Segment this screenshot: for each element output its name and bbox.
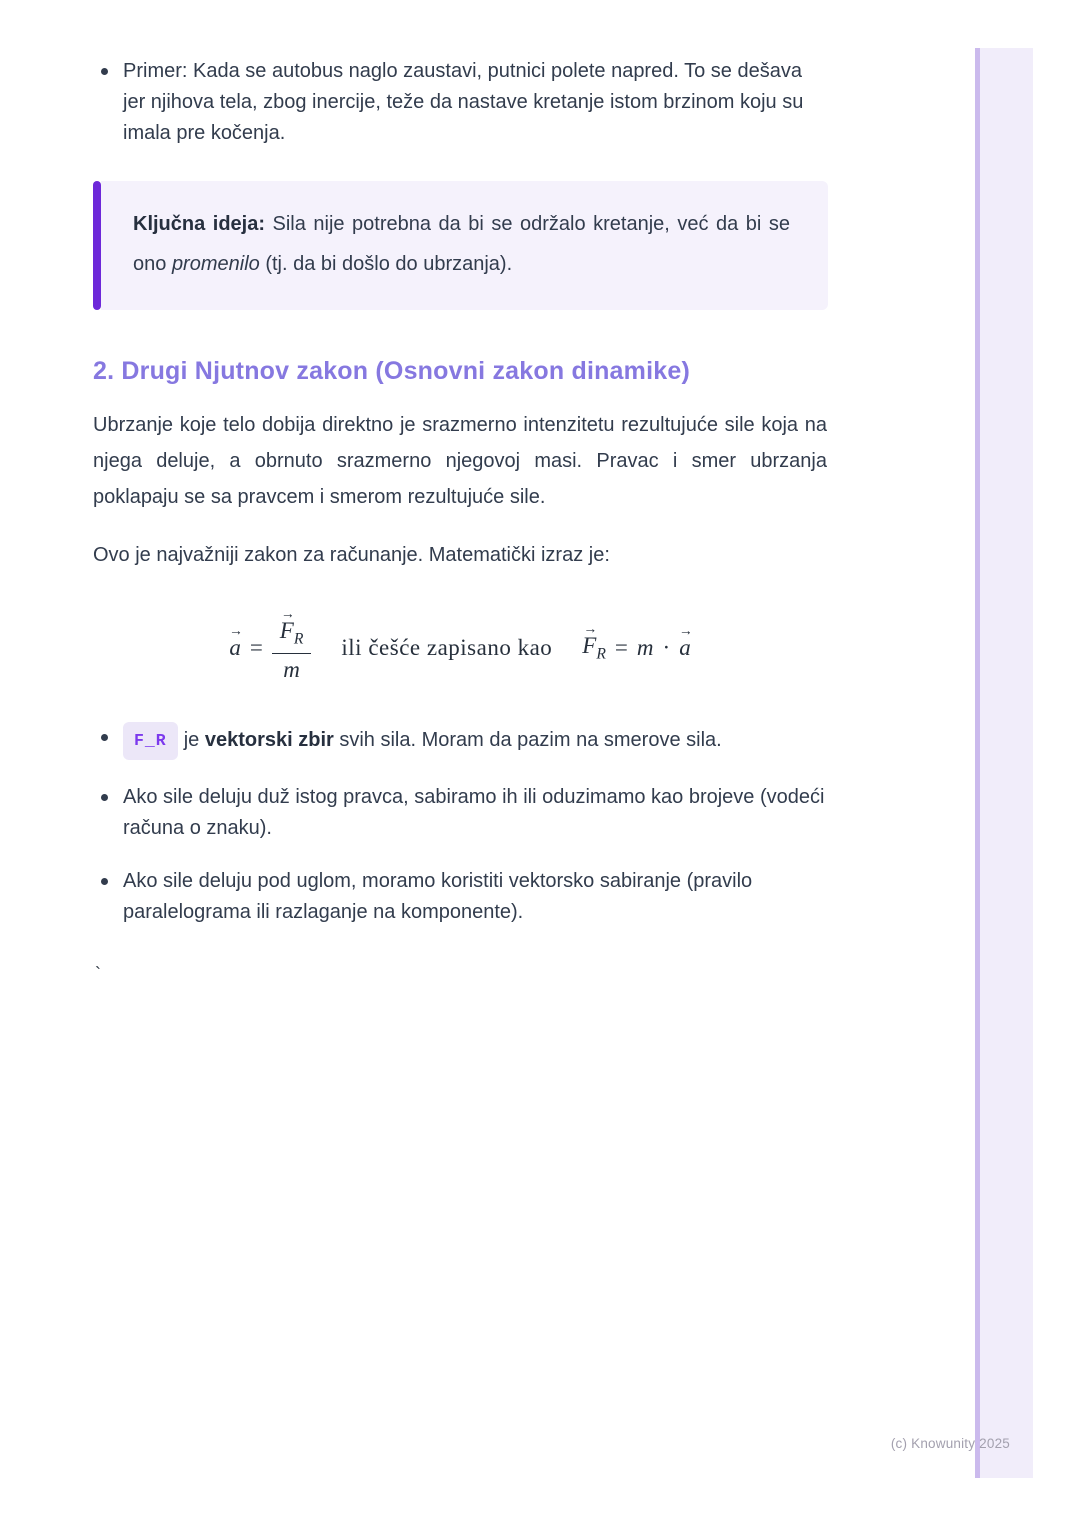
rule1-text-pre: je: [183, 729, 205, 751]
vector-a: → a: [678, 623, 693, 660]
vector-arrow-icon: →: [281, 606, 295, 622]
subscript-R: R: [596, 645, 606, 663]
bullet-dot-icon: [101, 878, 108, 885]
bullet-dot-icon: [101, 68, 108, 75]
formula-force-product: [582, 621, 693, 663]
vector-F: → F: [582, 621, 598, 658]
law-definition-paragraph: Ubrzanje koje telo dobija direktno je srazmerno intenzitetu rezultujuće sile koja na njega deluje, a obrnuto srazmerno njegovoj masi. Pravac i smer ubrzanja poklapaju se sa pravcem i smerom rezultujuće sile.: [93, 414, 827, 508]
copyright-watermark: (c) Knowunity 2025: [890, 1436, 1010, 1451]
rule1-bold-text: vektorski zbir: [204, 729, 334, 751]
vector-a: → a: [229, 623, 243, 660]
bullet-dot-icon: [101, 734, 108, 741]
force-code-chip: F_R: [123, 722, 178, 760]
document-page: [93, 0, 827, 985]
fraction: [272, 606, 312, 683]
equals-sign: =: [249, 634, 263, 660]
formula-acceleration-fraction: [229, 606, 311, 683]
mass-symbol: m: [636, 635, 654, 660]
callout-label: Ključna ideja:: [133, 213, 265, 235]
formula-intro-paragraph: Ovo je najvažniji zakon za računanje. Matematički izraz je:: [93, 544, 610, 566]
callout-text: Sila nije potrebna da bi se održalo kretanje, već da bi se ono: [133, 213, 790, 275]
formula-row: [93, 608, 827, 688]
vector-arrow-icon: →: [583, 621, 598, 637]
equals-sign: =: [614, 635, 628, 660]
fraction-denominator: m: [283, 656, 300, 682]
vector-arrow-icon: →: [229, 623, 243, 639]
next-page-edge-strip: [975, 48, 1033, 1478]
list-item: [93, 722, 827, 760]
list-item: [93, 866, 827, 928]
vector-F: → F: [279, 606, 295, 644]
callout-italic-word: promenilo: [171, 253, 260, 275]
list-item: [93, 56, 827, 149]
subscript-R: R: [293, 630, 304, 648]
intro-bullet-list: [93, 56, 827, 149]
list-item: [93, 782, 827, 844]
dot-operator: ·: [662, 635, 671, 660]
callout-body: [101, 181, 828, 310]
intro-bullet-text: Primer: Kada se autobus naglo zaustavi, putnici polete napred. To se dešava jer njihova tela, zbog inercije, teže da nastave kretanje istom brzinom koju su imala pre kočenja.: [123, 60, 804, 144]
formula-connector-text: ili češće zapisano kao: [341, 635, 553, 660]
callout-accent-bar: [93, 181, 101, 310]
section-heading: 2. Drugi Njutnov zakon (Osnovni zakon dinamike): [93, 357, 690, 385]
stray-backtick-character: `: [95, 964, 101, 984]
vector-F-sub-R: [582, 621, 606, 663]
rules-bullet-list: [93, 722, 827, 928]
bullet-dot-icon: [101, 794, 108, 801]
callout-text-end: (tj. da bi došlo do ubrzanja).: [259, 253, 513, 275]
rule3-text: Ako sile deluju pod uglom, moramo koristiti vektorsko sabiranje (pravilo paralelograma ili razlaganje na komponente).: [123, 870, 753, 923]
rule1-text-post: svih sila. Moram da pazim na smerove sila.: [333, 729, 722, 751]
rule2-text: Ako sile deluju duž istog pravca, sabiramo ih ili oduzimamo kao brojeve (vodeći računa o znaku).: [123, 786, 825, 839]
fraction-numerator: [272, 606, 312, 653]
vector-arrow-icon: →: [678, 623, 693, 639]
key-idea-callout: [93, 181, 828, 310]
